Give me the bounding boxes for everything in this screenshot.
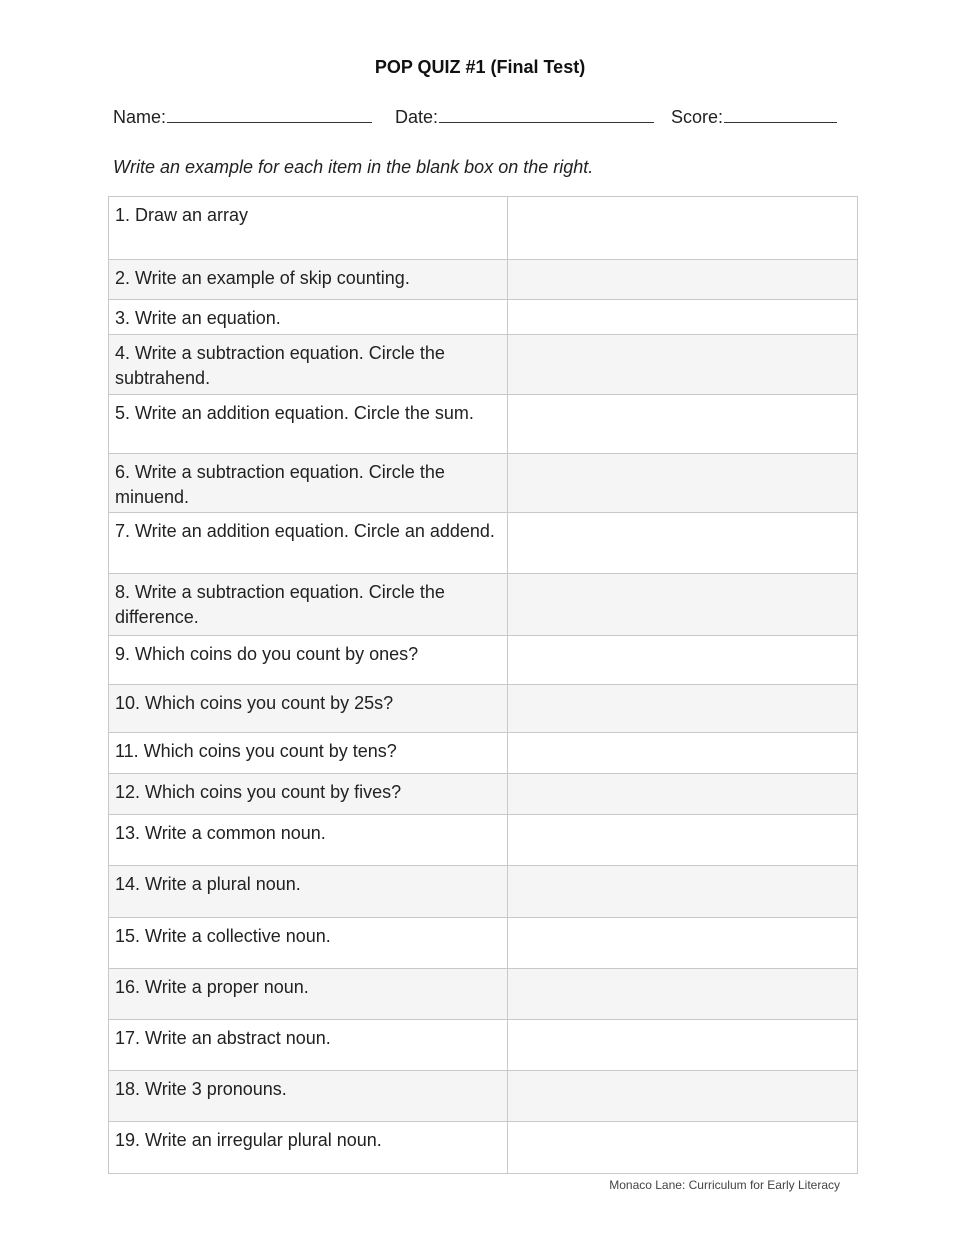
question-cell: 4. Write a subtraction equation. Circle the subtrahend. bbox=[109, 335, 508, 395]
question-cell: 12. Which coins you count by fives? bbox=[109, 774, 508, 815]
table-row bbox=[109, 454, 858, 513]
question-cell: 5. Write an addition equation. Circle the sum. bbox=[109, 395, 508, 454]
question-cell: 10. Which coins you count by 25s? bbox=[109, 685, 508, 733]
table-row bbox=[109, 918, 858, 969]
table-row bbox=[109, 636, 858, 685]
answer-box[interactable] bbox=[508, 335, 858, 395]
question-cell: 9. Which coins do you count by ones? bbox=[109, 636, 508, 685]
question-cell: 8. Write a subtraction equation. Circle the difference. bbox=[109, 574, 508, 636]
question-cell: 3. Write an equation. bbox=[109, 300, 508, 335]
question-cell: 7. Write an addition equation. Circle an addend. bbox=[109, 513, 508, 574]
name-field[interactable] bbox=[113, 106, 372, 128]
table-row bbox=[109, 574, 858, 636]
table-row bbox=[109, 300, 858, 335]
answer-box[interactable] bbox=[508, 685, 858, 733]
date-label: Date: bbox=[395, 107, 439, 127]
answer-box[interactable] bbox=[508, 574, 858, 636]
date-blank-line[interactable] bbox=[439, 106, 654, 123]
student-fields bbox=[113, 106, 840, 132]
name-label: Name: bbox=[113, 107, 167, 127]
answer-box[interactable] bbox=[508, 733, 858, 774]
question-cell: 11. Which coins you count by tens? bbox=[109, 733, 508, 774]
table-row bbox=[109, 260, 858, 300]
question-cell: 6. Write a subtraction equation. Circle the minuend. bbox=[109, 454, 508, 513]
question-cell: 1. Draw an array bbox=[109, 197, 508, 260]
question-cell: 15. Write a collective noun. bbox=[109, 918, 508, 969]
answer-box[interactable] bbox=[508, 866, 858, 918]
quiz-table bbox=[108, 196, 858, 1174]
answer-box[interactable] bbox=[508, 1020, 858, 1071]
question-cell: 17. Write an abstract noun. bbox=[109, 1020, 508, 1071]
table-row bbox=[109, 866, 858, 918]
answer-box[interactable] bbox=[508, 300, 858, 335]
question-cell: 19. Write an irregular plural noun. bbox=[109, 1122, 508, 1174]
table-row bbox=[109, 1122, 858, 1174]
question-cell: 16. Write a proper noun. bbox=[109, 969, 508, 1020]
question-cell: 2. Write an example of skip counting. bbox=[109, 260, 508, 300]
date-field[interactable] bbox=[395, 106, 654, 128]
answer-box[interactable] bbox=[508, 395, 858, 454]
answer-box[interactable] bbox=[508, 774, 858, 815]
table-row bbox=[109, 815, 858, 866]
answer-box[interactable] bbox=[508, 636, 858, 685]
question-cell: 13. Write a common noun. bbox=[109, 815, 508, 866]
answer-box[interactable] bbox=[508, 815, 858, 866]
answer-box[interactable] bbox=[508, 513, 858, 574]
table-row bbox=[109, 969, 858, 1020]
answer-box[interactable] bbox=[508, 197, 858, 260]
score-blank-line[interactable] bbox=[724, 106, 837, 123]
question-cell: 18. Write 3 pronouns. bbox=[109, 1071, 508, 1122]
table-row bbox=[109, 685, 858, 733]
answer-box[interactable] bbox=[508, 918, 858, 969]
answer-box[interactable] bbox=[508, 454, 858, 513]
table-row bbox=[109, 733, 858, 774]
table-row bbox=[109, 1071, 858, 1122]
answer-box[interactable] bbox=[508, 1071, 858, 1122]
table-row bbox=[109, 395, 858, 454]
table-row bbox=[109, 1020, 858, 1071]
answer-box[interactable] bbox=[508, 1122, 858, 1174]
table-row bbox=[109, 513, 858, 574]
table-row bbox=[109, 774, 858, 815]
score-label: Score: bbox=[671, 107, 724, 127]
question-cell: 14. Write a plural noun. bbox=[109, 866, 508, 918]
name-blank-line[interactable] bbox=[167, 106, 372, 123]
instructions: Write an example for each item in the blank box on the right. bbox=[113, 157, 594, 177]
answer-box[interactable] bbox=[508, 969, 858, 1020]
footer-credit: Monaco Lane: Curriculum for Early Literacy bbox=[609, 1178, 840, 1192]
answer-box[interactable] bbox=[508, 260, 858, 300]
page-title: POP QUIZ #1 (Final Test) bbox=[374, 57, 586, 77]
table-row bbox=[109, 335, 858, 395]
table-row bbox=[109, 197, 858, 260]
score-field[interactable] bbox=[671, 106, 837, 128]
